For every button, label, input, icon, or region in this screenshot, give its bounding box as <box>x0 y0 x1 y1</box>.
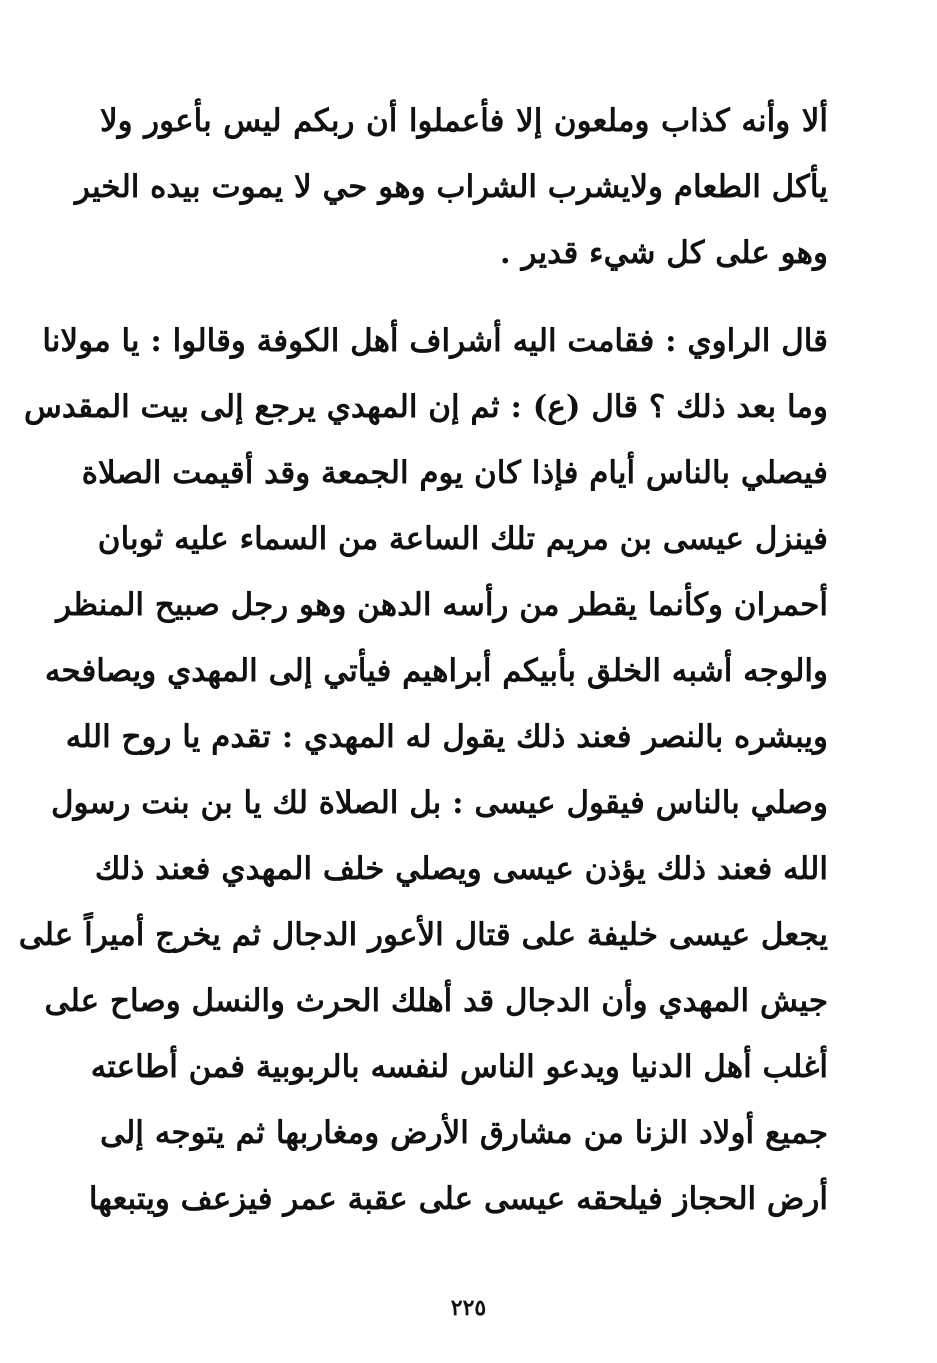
text-line: قال الراوي : فقامت اليه أشراف أهل الكوفة وقالوا : يا مولانا <box>42 323 828 359</box>
page-number: ٢٢٥ <box>450 1295 487 1321</box>
paragraph-2 <box>18 308 828 1232</box>
text-line: أرض الحجاز فيلحقه عيسى على عقبة عمر فيزعف ويتبعها <box>88 1181 828 1217</box>
text-line: الله فعند ذلك يؤذن عيسى ويصلي خلف المهدي فعند ذلك <box>94 851 828 887</box>
text-line: يأكل الطعام ولايشرب الشراب وهو حي لا يموت بيده الخير <box>74 169 828 205</box>
text-line: أحمران وكأنما يقطر من رأسه الدهن وهو رجل صبيح المنظر <box>56 587 828 623</box>
text-line: والوجه أشبه الخلق بأبيكم أبراهيم فيأتي إلى المهدي ويصافحه <box>44 653 828 689</box>
text-line: يجعل عيسى خليفة على قتال الأعور الدجال ثم يخرج أميراً على <box>18 917 828 953</box>
paragraph-1 <box>74 88 828 286</box>
text-line: وما بعد ذلك ؟ قال (ع) : ثم إن المهدي يرجع إلى بيت المقدس <box>23 389 828 425</box>
text-line: جيش المهدي وأن الدجال قد أهلك الحرث والنسل وصاح على <box>44 983 828 1019</box>
text-line: أغلب أهل الدنيا ويدعو الناس لنفسه بالربوبية فمن أطاعته <box>90 1049 828 1085</box>
text-line: فينزل عيسى بن مريم تلك الساعة من السماء عليه ثوبان <box>97 521 828 557</box>
text-line: ألا وأنه كذاب وملعون إلا فأعملوا أن ربكم ليس بأعور ولا <box>100 103 828 139</box>
text-line: وصلي بالناس فيقول عيسى : بل الصلاة لك يا بن بنت رسول <box>50 785 828 821</box>
text-line: فيصلي بالناس أيام فإذا كان يوم الجمعة وقد أقيمت الصلاة <box>81 455 828 491</box>
text-line: وهو على كل شيء قدير . <box>499 235 828 271</box>
text-line: ويبشره بالنصر فعند ذلك يقول له المهدي : تقدم يا روح الله <box>65 719 828 755</box>
text-line: جميع أولاد الزنا من مشارق الأرض ومغاربها ثم يتوجه إلى <box>100 1115 828 1151</box>
